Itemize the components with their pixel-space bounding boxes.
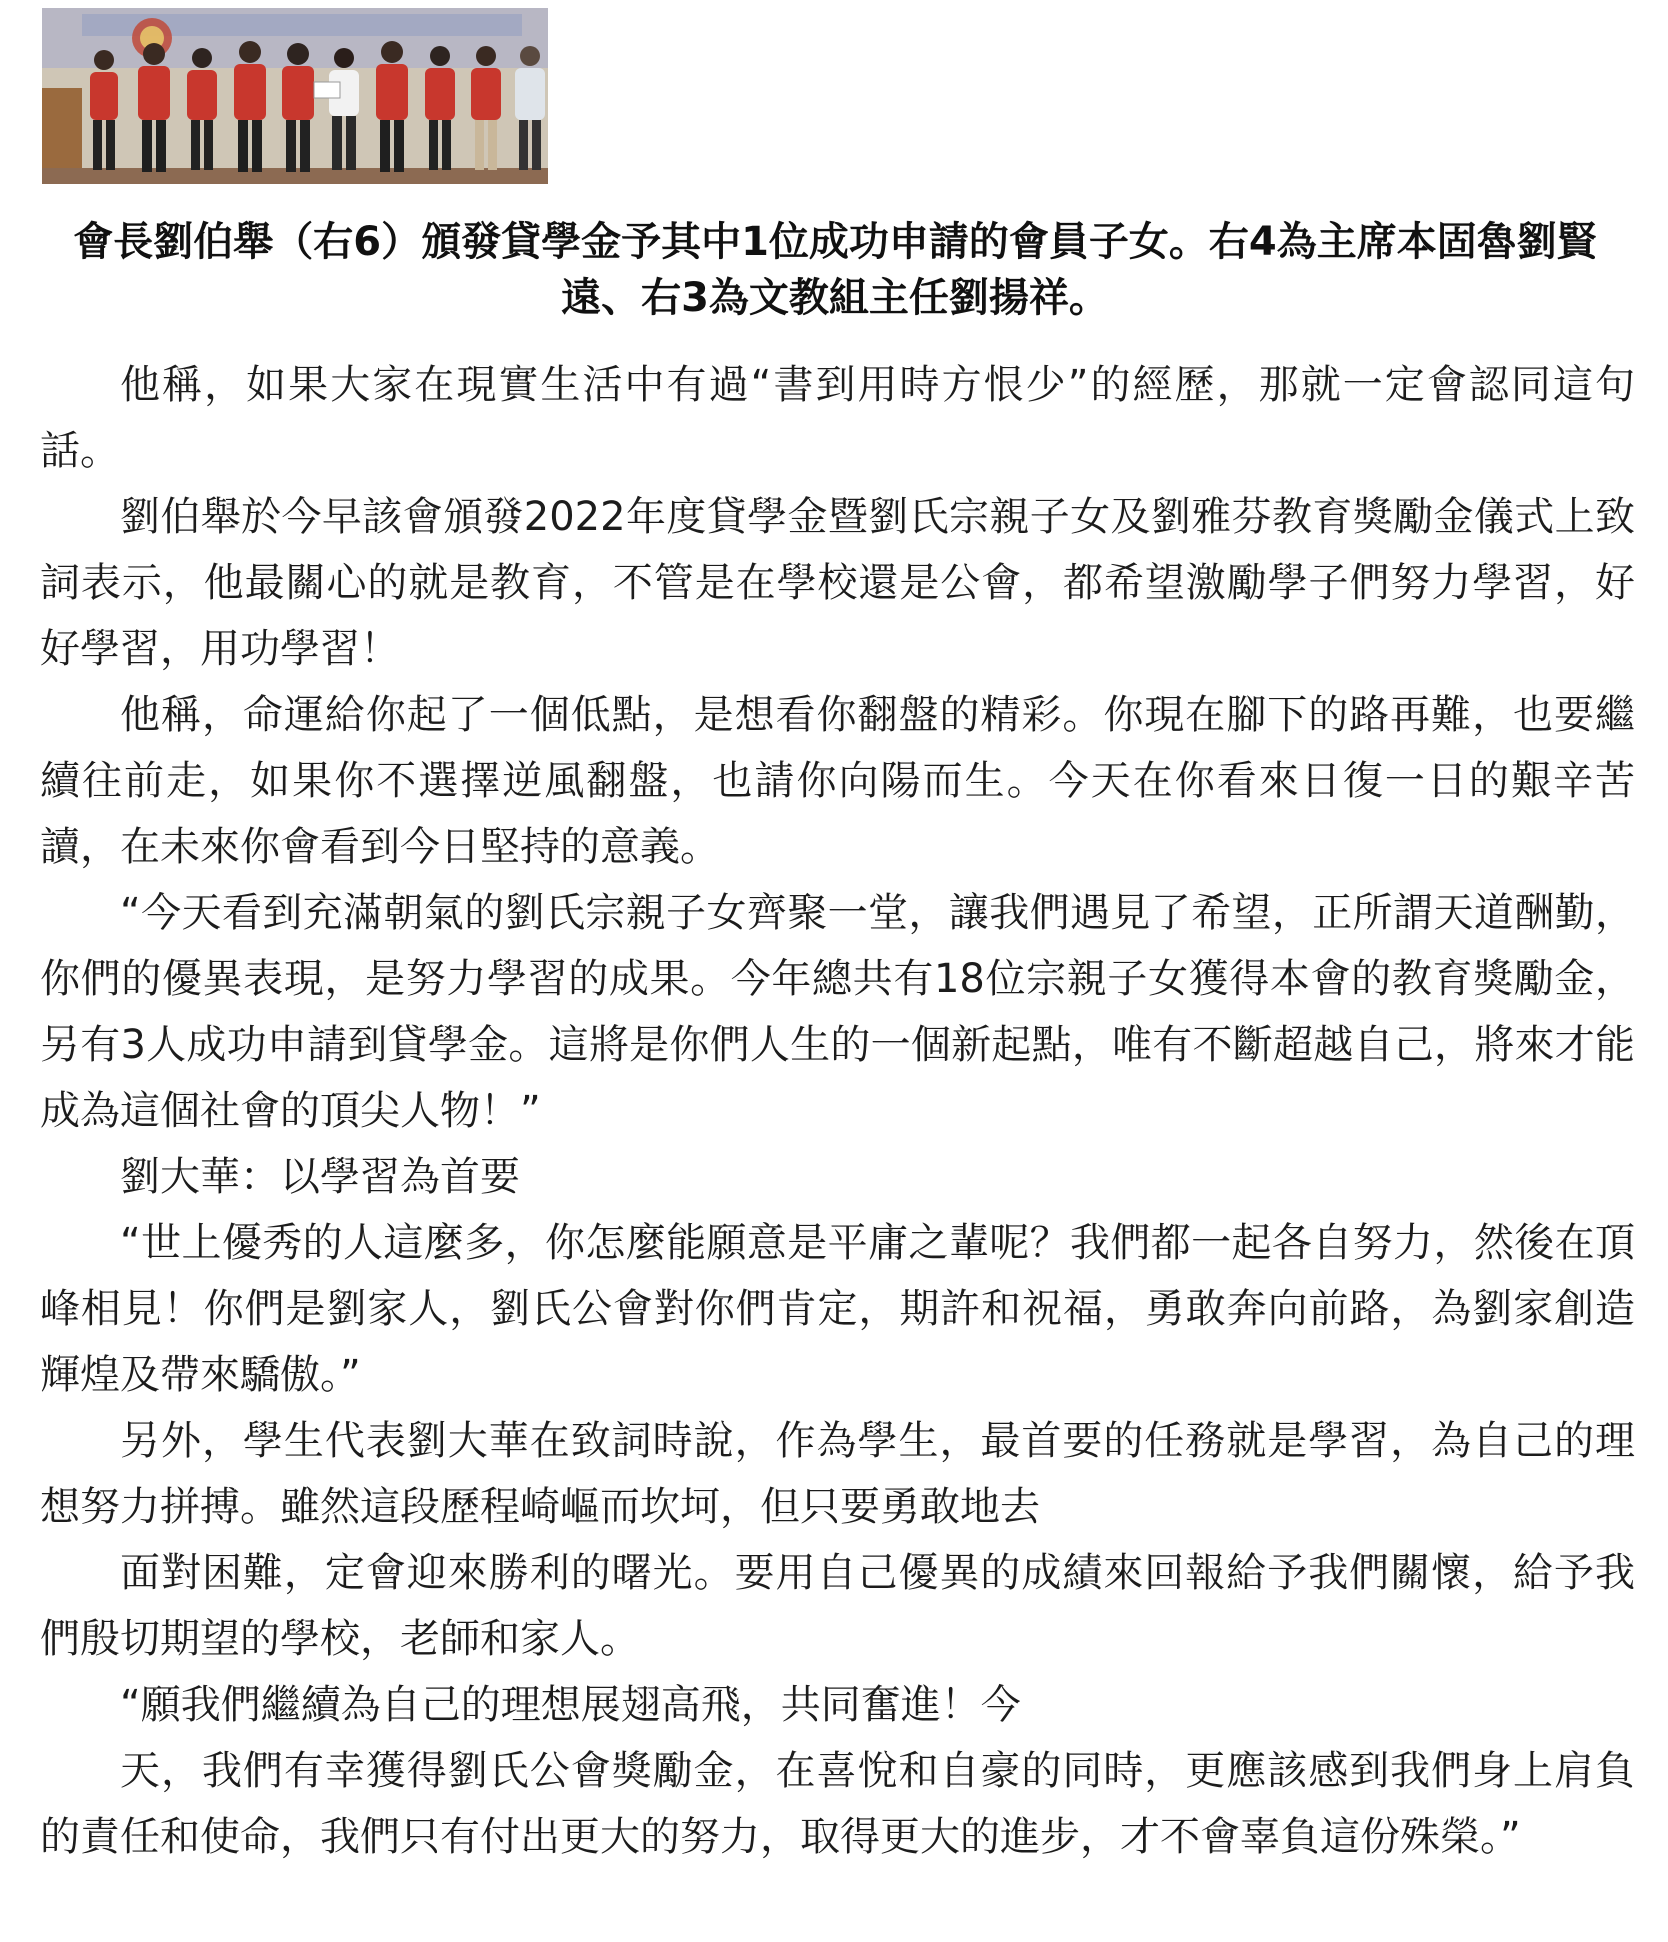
news-photo — [42, 8, 548, 184]
article-body — [40, 352, 1635, 1870]
paragraph: “世上優秀的人這麼多，你怎麼能願意是平庸之輩呢？我們都一起各自努力，然後在頂峰相見！你們是劉家人，劉氏公會對你們肯定，期許和祝福，勇敢奔向前路，為劉家創造輝煌及帶來驕傲。” — [40, 1220, 1635, 1398]
group-photo-illustration — [42, 8, 548, 184]
paragraph: 他稱，命運給你起了一個低點，是想看你翻盤的精彩。你現在腳下的路再難，也要繼續往前走，如果你不選擇逆風翻盤，也請你向陽而生。今天在你看來日復一日的艱辛苦讀，在未來你會看到今日堅持的意義。 — [40, 692, 1635, 870]
paragraph: 另外，學生代表劉大華在致詞時說，作為學生，最首要的任務就是學習，為自己的理想努力拼搏。雖然這段歷程崎嶇而坎坷，但只要勇敢地去 — [40, 1418, 1635, 1530]
paragraph: “願我們繼續為自己的理想展翅高飛，共同奮進！今 — [120, 1682, 1021, 1728]
paragraph: 面對困難，定會迎來勝利的曙光。要用自己優異的成績來回報給予我們關懷，給予我們殷切期望的學校，老師和家人。 — [40, 1550, 1635, 1662]
paragraph: 他稱，如果大家在現實生活中有過“書到用時方恨少”的經歷，那就一定會認同這句話。 — [40, 362, 1635, 474]
paragraph: “今天看到充滿朝氣的劉氏宗親子女齊聚一堂，讓我們遇見了希望，正所謂天道酬勤，你們的優異表現，是努力學習的成果。今年總共有18位宗親子女獲得本會的教育獎勵金，另有3人成功申請到貸學金。這將是你們人生的一個新起點，唯有不斷超越自己，將來才能成為這個社會的頂尖人物！” — [40, 890, 1635, 1134]
paragraph: 天，我們有幸獲得劉氏公會獎勵金，在喜悅和自豪的同時，更應該感到我們身上肩負的責任和使命，我們只有付出更大的努力，取得更大的進步，才不會辜負這份殊榮。” — [40, 1748, 1635, 1860]
paragraph: 劉伯舉於今早該會頒發2022年度貸學金暨劉氏宗親子女及劉雅芬教育獎勵金儀式上致詞表示，他最關心的就是教育，不管是在學校還是公會，都希望激勵學子們努力學習，好好學習，用功學習！ — [40, 494, 1635, 672]
photo-caption: 會長劉伯舉（右6）頒發貸學金予其中1位成功申請的會員子女。右4為主席本固魯劉賢遠、右3為文教組主任劉揚祥。 — [73, 219, 1597, 321]
subheading: 劉大華：以學習為首要 — [120, 1154, 520, 1200]
